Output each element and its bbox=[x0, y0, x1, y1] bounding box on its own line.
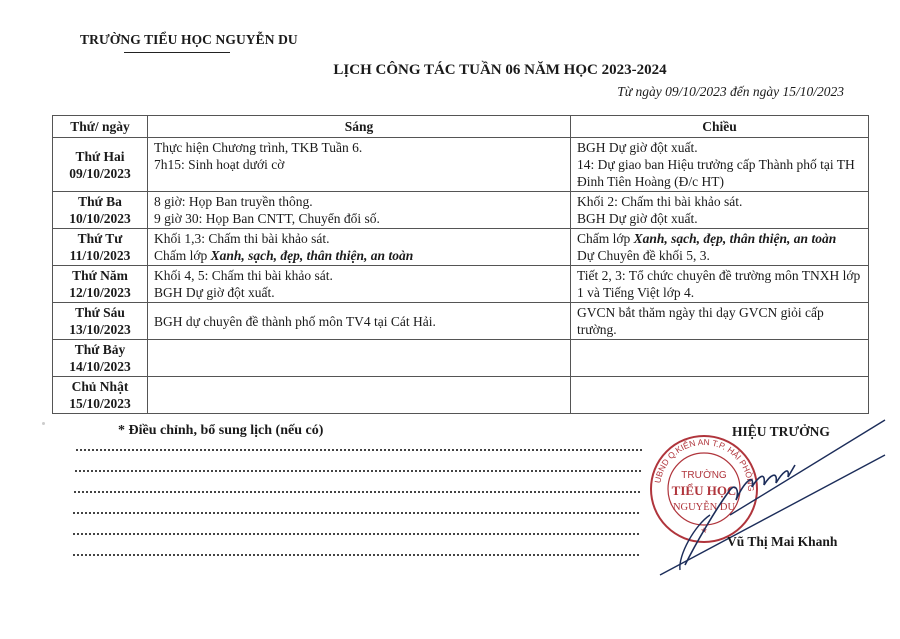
day-cell bbox=[53, 138, 148, 192]
notes-blank-line[interactable] bbox=[73, 554, 639, 556]
date-range: Từ ngày 09/10/2023 đến ngày 15/10/2023 bbox=[617, 84, 844, 99]
stamp-star-icon: ★ bbox=[700, 526, 708, 535]
day-date: 13/10/2023 bbox=[69, 322, 131, 337]
scan-speck bbox=[42, 422, 45, 425]
day-date: 15/10/2023 bbox=[69, 396, 131, 411]
signer-title: HIỆU TRƯỞNG bbox=[732, 424, 830, 439]
notes-blank-line[interactable] bbox=[76, 449, 642, 451]
afternoon-cell bbox=[571, 192, 869, 229]
morning-cell bbox=[148, 229, 571, 266]
column-header-morning: Sáng bbox=[148, 116, 571, 138]
activity: Tiết 2, 3: Tổ chức chuyên đề trường môn TNXH lớp 1 và Tiếng Việt lớp 4. bbox=[577, 268, 861, 300]
day-cell bbox=[53, 303, 148, 340]
morning-cell bbox=[148, 303, 571, 340]
activity: Khối 2: Chấm thi bài khảo sát. bbox=[577, 194, 743, 209]
signer-name: Vũ Thị Mai Khanh bbox=[727, 534, 838, 549]
stamp-line-3: NGUYỄN DU bbox=[672, 502, 736, 513]
day-name: Chủ Nhật bbox=[71, 379, 129, 394]
morning-cell bbox=[148, 340, 571, 377]
table-row bbox=[53, 192, 869, 229]
day-date: 12/10/2023 bbox=[69, 285, 131, 300]
signature-scribble bbox=[685, 465, 795, 565]
afternoon-cell bbox=[571, 229, 869, 266]
day-cell bbox=[53, 192, 148, 229]
morning-cell bbox=[148, 377, 571, 414]
activity: GVCN bắt thăm ngày thi dạy GVCN giỏi cấp trường. bbox=[577, 305, 824, 337]
notes-blank-line[interactable] bbox=[73, 533, 639, 535]
day-date: 09/10/2023 bbox=[69, 165, 131, 181]
afternoon-cell bbox=[571, 138, 869, 192]
afternoon-cell bbox=[571, 340, 869, 377]
schedule-table bbox=[52, 115, 869, 414]
school-name: TRƯỜNG TIỂU HỌC NGUYỄN DU bbox=[80, 32, 298, 47]
activity: Thực hiện Chương trình, TKB Tuần 6. bbox=[154, 140, 363, 155]
activity: Khối 4, 5: Chấm thi bài khảo sát. bbox=[154, 268, 333, 283]
afternoon-cell bbox=[571, 266, 869, 303]
day-name: Thứ Năm bbox=[72, 268, 128, 283]
table-row bbox=[53, 340, 869, 377]
activity: 8 giờ: Họp Ban truyền thông. bbox=[154, 194, 313, 209]
school-name-underline bbox=[124, 52, 230, 53]
table-header-row bbox=[53, 116, 869, 138]
activity-prefix: Chấm lớp bbox=[577, 231, 634, 246]
activity: BGH Dự giờ đột xuất. bbox=[577, 140, 698, 155]
document-title: LỊCH CÔNG TÁC TUẦN 06 NĂM HỌC 2023-2024 bbox=[333, 62, 667, 78]
day-date: 10/10/2023 bbox=[69, 211, 131, 226]
column-header-day: Thứ/ ngày bbox=[53, 116, 148, 138]
activity: 14: Dự giao ban Hiệu trưởng cấp Thành phố tại TH Đinh Tiên Hoàng (Đ/c HT) bbox=[577, 157, 855, 189]
day-name: Thứ Tư bbox=[77, 231, 123, 246]
table-row bbox=[53, 138, 869, 192]
day-cell bbox=[53, 340, 148, 377]
day-date: 11/10/2023 bbox=[69, 248, 131, 263]
activity: BGH Dự giờ đột xuất. bbox=[154, 285, 275, 300]
morning-cell bbox=[148, 266, 571, 303]
handwritten-signature bbox=[640, 415, 890, 585]
activity-emphasis-line bbox=[577, 230, 862, 247]
table-row bbox=[53, 266, 869, 303]
notes-heading: * Điều chỉnh, bổ sung lịch (nếu có) bbox=[118, 423, 324, 438]
stamp-line-2: TIỂU HỌC bbox=[671, 483, 737, 498]
afternoon-cell bbox=[571, 377, 869, 414]
morning-cell bbox=[148, 192, 571, 229]
activity: Khối 1,3: Chấm thi bài khảo sát. bbox=[154, 231, 330, 246]
activity: 7h15: Sinh hoạt dưới cờ bbox=[154, 157, 285, 172]
activity: BGH Dự giờ đột xuất. bbox=[577, 211, 698, 226]
stamp-outer-text: UBND Q.KIẾN AN T.P. HẢI PHÒNG bbox=[652, 436, 757, 492]
stamp-line-1: TRƯỜNG bbox=[681, 470, 727, 481]
morning-cell bbox=[148, 138, 571, 192]
activity-emphasis: Xanh, sạch, đẹp, thân thiện, an toàn bbox=[210, 248, 414, 263]
notes-blank-line[interactable] bbox=[74, 491, 640, 493]
activity-emphasis: Xanh, sạch, đẹp, thân thiện, an toàn bbox=[633, 231, 837, 246]
notes-blank-line[interactable] bbox=[73, 512, 639, 514]
table-row bbox=[53, 377, 869, 414]
day-name: Thứ Hai bbox=[75, 148, 125, 164]
day-name: Thứ Ba bbox=[78, 194, 122, 209]
table-row bbox=[53, 229, 869, 266]
activity: BGH dự chuyên đề thành phố môn TV4 tại Cát Hải. bbox=[154, 313, 436, 329]
day-date: 14/10/2023 bbox=[69, 359, 131, 374]
day-name: Thứ Bảy bbox=[74, 342, 126, 357]
day-cell bbox=[53, 229, 148, 266]
column-header-afternoon: Chiều bbox=[571, 116, 869, 138]
activity: 9 giờ 30: Họp Ban CNTT, Chuyển đổi số. bbox=[154, 211, 380, 226]
day-cell bbox=[53, 266, 148, 303]
signature-stroke-long bbox=[660, 455, 885, 575]
activity: Dự Chuyên đề khối 5, 3. bbox=[577, 248, 710, 263]
activity-prefix: Chấm lớp bbox=[154, 248, 211, 263]
table-row bbox=[53, 303, 869, 340]
afternoon-cell bbox=[571, 303, 869, 340]
day-cell bbox=[53, 377, 148, 414]
notes-blank-line[interactable] bbox=[75, 470, 641, 472]
activity-emphasis-line bbox=[154, 247, 564, 264]
day-name: Thứ Sáu bbox=[75, 305, 125, 320]
